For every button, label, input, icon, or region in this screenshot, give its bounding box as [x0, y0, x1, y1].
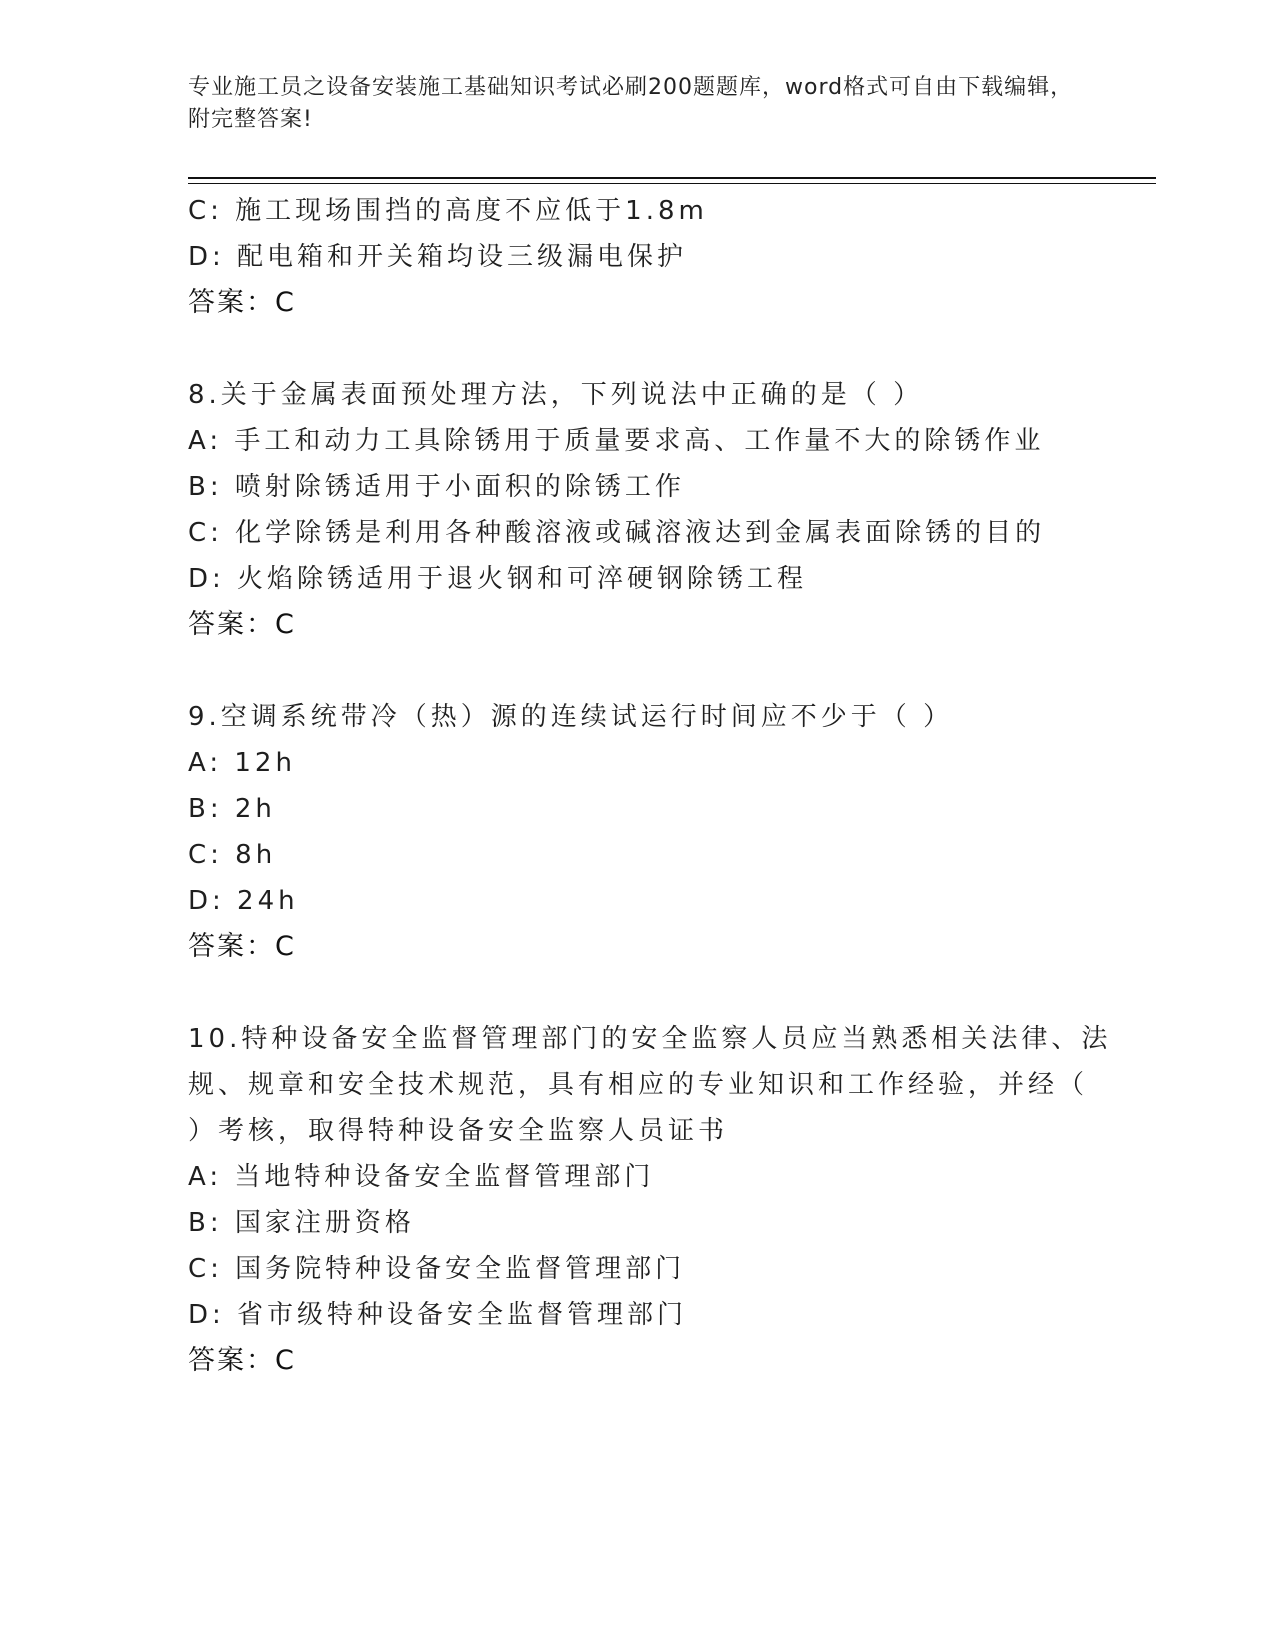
option-b: B: 国家注册资格: [188, 1208, 415, 1238]
question-10: [188, 1016, 1112, 1384]
document-header: [188, 72, 1088, 136]
option-d: D: 火焰除锈适用于退火钢和可淬硬钢除锈工程: [188, 564, 808, 594]
answer: 答案：C: [188, 1345, 296, 1376]
answer: 答案：C: [188, 609, 296, 640]
answer: 答案：C: [188, 287, 296, 318]
question-9: [188, 694, 1088, 970]
option-d: D: 24h: [188, 886, 299, 916]
spacer: [188, 648, 1088, 694]
question-text: 8.关于金属表面预处理方法，下列说法中正确的是（ ）: [188, 380, 924, 410]
header-rule-thick: [188, 177, 1156, 179]
option-c: C: 国务院特种设备安全监督管理部门: [188, 1254, 686, 1284]
document-title: 专业施工员之设备安装施工基础知识考试必刷200题题库，word格式可自由下载编辑，附完整答案!: [188, 75, 1074, 132]
question-list: [188, 188, 1112, 1384]
option-a: A: 当地特种设备安全监督管理部门: [188, 1162, 655, 1192]
spacer: [188, 326, 1088, 372]
question-text-line-3: ）考核，取得特种设备安全监察人员证书: [188, 1116, 729, 1146]
header-rule-thin: [188, 183, 1156, 184]
question-text-line-1: 10.特种设备安全监督管理部门的安全监察人员应当熟悉相关法律、法: [188, 1024, 1112, 1054]
question-text: 9.空调系统带冷（热）源的连续试运行时间应不少于（ ）: [188, 702, 954, 732]
option-c: C: 施工现场围挡的高度不应低于1.8m: [188, 196, 708, 226]
option-d: D: 配电箱和开关箱均设三级漏电保护: [188, 242, 688, 272]
question-text-line-2: 规、规章和安全技术规范，具有相应的专业知识和工作经验，并经（: [188, 1070, 1089, 1100]
answer: 答案：C: [188, 931, 296, 962]
option-c: C: 8h: [188, 840, 277, 870]
question-7-tail: [188, 188, 1088, 326]
option-a: A: 12h: [188, 748, 296, 778]
option-b: B: 喷射除锈适用于小面积的除锈工作: [188, 472, 685, 502]
option-c: C: 化学除锈是利用各种酸溶液或碱溶液达到金属表面除锈的目的: [188, 518, 1046, 548]
option-a: A: 手工和动力工具除锈用于质量要求高、工作量不大的除锈作业: [188, 426, 1045, 456]
question-8: [188, 372, 1088, 648]
spacer: [188, 970, 1088, 1016]
option-d: D: 省市级特种设备安全监督管理部门: [188, 1300, 688, 1330]
option-b: B: 2h: [188, 794, 276, 824]
